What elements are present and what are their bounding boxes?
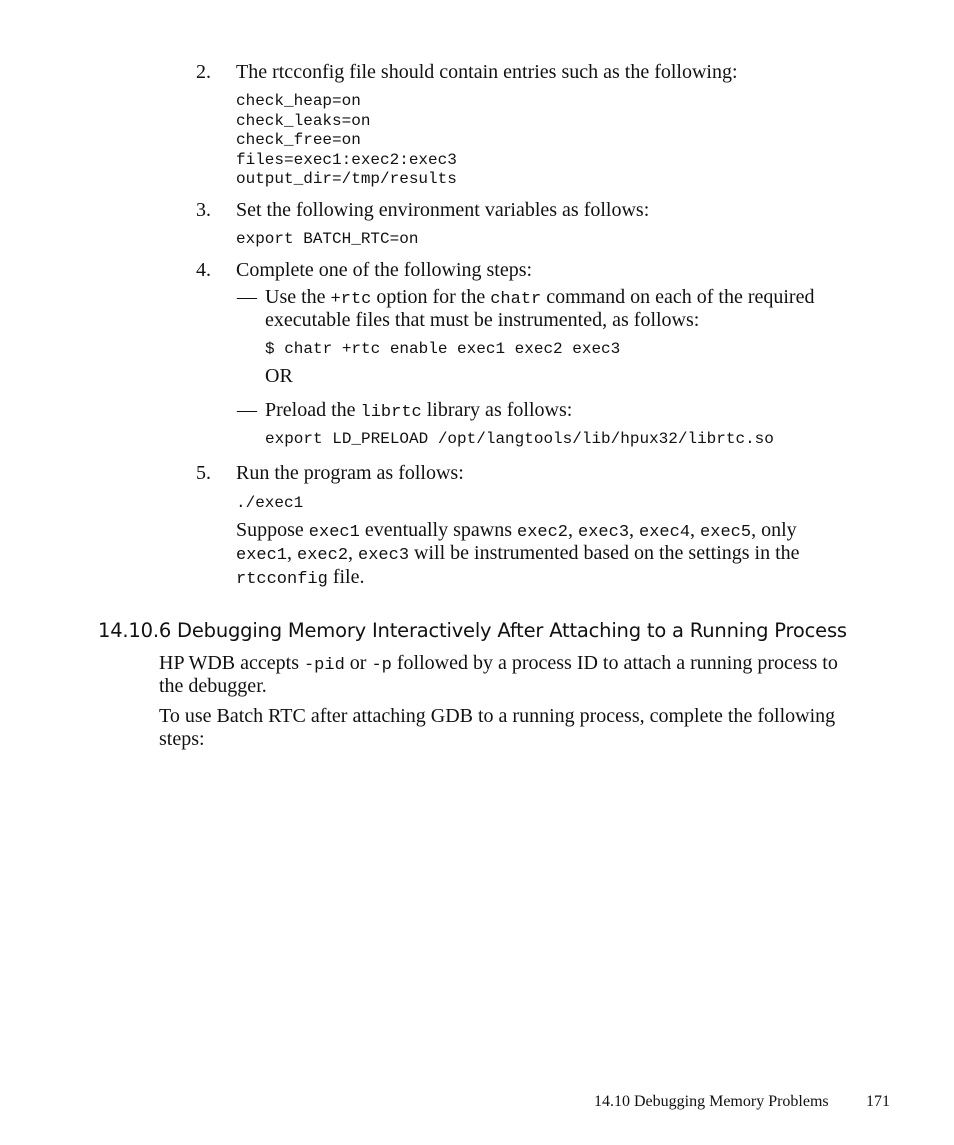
paragraph-line <box>236 566 364 591</box>
paragraph-line <box>236 519 797 544</box>
inline-code: rtcconfig <box>236 570 328 589</box>
inline-code: exec4 <box>639 523 691 542</box>
code-line: check_free=on <box>236 131 361 149</box>
text-run: , <box>287 542 298 564</box>
or-text: OR <box>265 365 293 387</box>
text-run: will be instrumented based on the settings in the <box>409 542 800 564</box>
step-number: 4. <box>196 259 211 281</box>
text-run: , <box>629 519 640 541</box>
step-text: Complete one of the following steps: <box>236 259 533 281</box>
paragraph-line <box>159 652 838 677</box>
code-line: output_dir=/tmp/results <box>236 170 457 188</box>
inline-code: exec1 <box>236 546 288 565</box>
step-text: The rtcconfig file should contain entries such as the following: <box>236 61 738 83</box>
bullet-dash: — <box>237 399 257 421</box>
inline-code: exec3 <box>578 523 630 542</box>
code-line: export BATCH_RTC=on <box>236 230 419 248</box>
code-line: files=exec1:exec2:exec3 <box>236 150 457 169</box>
text-run: HP WDB accepts <box>159 652 304 674</box>
inline-code: exec1 <box>308 523 360 542</box>
code-line: check_heap=on <box>236 92 361 110</box>
text-run: followed by a process ID to attach a running process to <box>391 652 838 674</box>
section-heading: 14.10.6 Debugging Memory Interactively After Attaching to a Running Process <box>98 619 847 642</box>
step-text: Set the following environment variables as follows: <box>236 199 650 221</box>
code-line: ./exec1 <box>236 494 304 512</box>
code-line: export LD_PRELOAD /opt/langtools/lib/hpux32/librtc.so <box>265 430 774 448</box>
bullet-text <box>265 286 814 311</box>
text-run: , only <box>751 519 797 541</box>
inline-code: exec2 <box>297 546 349 565</box>
text-run: , <box>568 519 579 541</box>
inline-code: chatr <box>490 290 542 309</box>
inline-code: exec2 <box>517 523 569 542</box>
paragraph-line: steps: <box>159 728 205 750</box>
text-run: eventually spawns <box>359 519 517 541</box>
text-run: , <box>690 519 701 541</box>
bullet-text-line: executable files that must be instrumented, as follows: <box>265 309 700 331</box>
paragraph-line <box>236 542 800 567</box>
text-run: Suppose <box>236 519 309 541</box>
text-run: Preload the <box>265 399 361 421</box>
paragraph-line: To use Batch RTC after attaching GDB to a running process, complete the following <box>159 705 836 727</box>
code-line: $ chatr +rtc enable exec1 exec2 exec3 <box>265 340 621 358</box>
inline-code: +rtc <box>330 290 372 309</box>
step-text: Run the program as follows: <box>236 462 464 484</box>
text-run: library as follows: <box>421 399 573 421</box>
step-number: 5. <box>196 462 211 484</box>
inline-code: librtc <box>360 403 422 422</box>
bullet-text <box>265 399 572 424</box>
page-number: 171 <box>866 1093 890 1110</box>
text-run: Use the <box>265 286 331 308</box>
text-run: file. <box>327 566 365 588</box>
code-block <box>236 92 457 190</box>
inline-code: -pid <box>303 656 345 675</box>
bullet-dash: — <box>237 286 257 308</box>
inline-code: -p <box>371 656 392 675</box>
code-line: check_leaks=on <box>236 111 371 130</box>
text-run: , <box>348 542 359 564</box>
paragraph-line: the debugger. <box>159 675 267 697</box>
step-number: 2. <box>196 61 211 83</box>
text-run: command on each of the required <box>541 286 815 308</box>
step-number: 3. <box>196 199 211 221</box>
text-run: or <box>344 652 372 674</box>
inline-code: exec3 <box>358 546 410 565</box>
inline-code: exec5 <box>700 523 752 542</box>
footer-section-title: 14.10 Debugging Memory Problems <box>594 1093 829 1110</box>
text-run: option for the <box>371 286 491 308</box>
